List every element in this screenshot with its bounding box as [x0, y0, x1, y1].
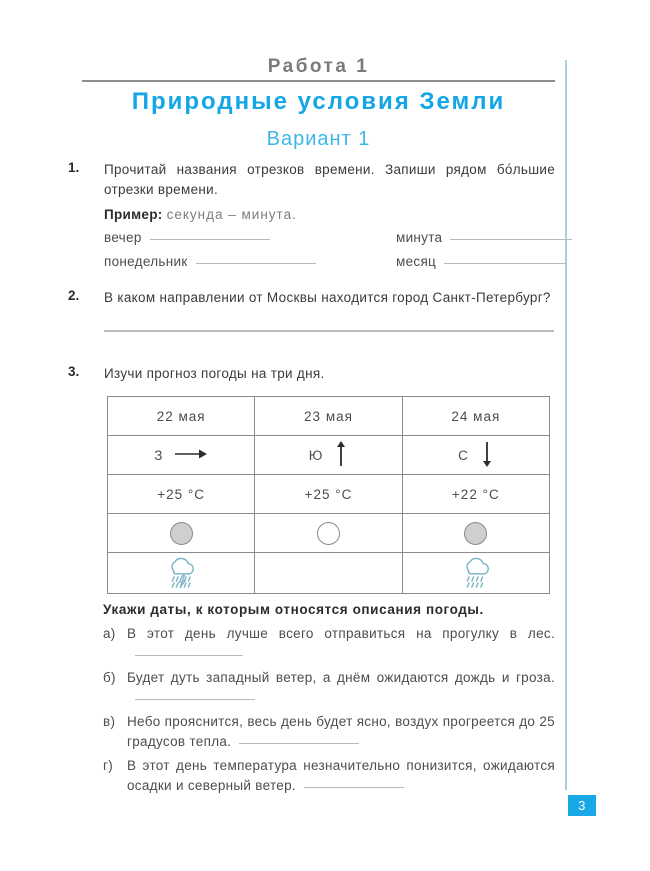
sub-text: В этот день температура незначительно понизится, ожидаются осадки и северный ветер.: [127, 758, 555, 793]
cell-precip-2: [255, 553, 402, 594]
task-2-text: В каком направлении от Москвы находится город Санкт-Петербург?: [104, 290, 551, 305]
cell-wind-2: [255, 436, 402, 475]
pair-mesyats: [396, 254, 566, 269]
cloudiness-filled-circle-icon: [464, 522, 487, 545]
task-1-answer-pairs: [104, 230, 555, 278]
rain-icon: [456, 555, 496, 592]
task-3-number: 3.: [68, 364, 80, 379]
arrow-right-icon: [174, 447, 208, 464]
cell-temp-3: +22 °C: [402, 475, 549, 514]
sub-text: В этот день лучше всего отправиться на прогулку в лес.: [127, 626, 555, 641]
task-3-body: [104, 364, 555, 384]
answer-blank[interactable]: [135, 699, 255, 700]
cell-cloud-2: [255, 514, 402, 553]
sub-question-a: [103, 624, 555, 664]
example-label: Пример:: [104, 207, 163, 222]
thunderstorm-rain-icon: [161, 555, 201, 592]
page-number-badge: 3: [568, 795, 596, 816]
page-title: Природные условия Земли: [131, 88, 506, 115]
task-1: [68, 160, 555, 278]
cloudiness-filled-circle-icon: [170, 522, 193, 545]
task-2-number: 2.: [68, 288, 80, 303]
answer-blank[interactable]: [150, 239, 270, 240]
pair-label: месяц: [396, 254, 437, 269]
task-1-number: 1.: [68, 160, 80, 175]
sub-text: Небо прояснится, весь день будет ясно, воздух прогреется до 25 градусов тепла.: [127, 714, 555, 749]
task-3: [68, 364, 555, 384]
sub-mark: б): [103, 670, 116, 685]
answer-blank[interactable]: [196, 263, 316, 264]
cell-precip-1: [108, 553, 255, 594]
arrow-up-icon: [334, 441, 348, 470]
pair-label: понедельник: [104, 254, 188, 269]
header-divider: [82, 80, 555, 82]
cell-date-1: 22 мая: [108, 397, 255, 436]
task-1-example: [104, 207, 555, 222]
task-2: [68, 288, 555, 332]
sub-question-g: [103, 756, 555, 796]
cell-precip-3: [402, 553, 549, 594]
table-row-dates: [108, 397, 550, 436]
sub-mark: в): [103, 714, 116, 729]
sub-question-v: [103, 712, 555, 752]
variant-label: Вариант 1: [266, 128, 371, 150]
example-value: секунда – минута.: [166, 207, 297, 222]
table-row-cloudiness: [108, 514, 550, 553]
task-3-text: Изучи прогноз погоды на три дня.: [104, 366, 325, 381]
sub-questions-block: [103, 602, 555, 796]
pair-vecher: [104, 230, 270, 245]
sub-questions-head: Укажи даты, к которым относятся описания погоды.: [103, 602, 484, 617]
sub-question-b: [103, 668, 555, 708]
task-1-text: Прочитай названия отрезков времени. Запиши рядом бо́льшие отрезки времени.: [104, 162, 555, 197]
wind-letter: Ю: [308, 447, 324, 463]
task-1-body: [104, 160, 555, 278]
sub-text: Будет дуть западный ветер, а днём ожидаются дождь и гроза.: [127, 670, 555, 685]
sub-mark: г): [103, 758, 114, 773]
right-margin-rule: [565, 60, 567, 790]
answer-blank[interactable]: [304, 787, 404, 788]
table-row-precipitation: [108, 553, 550, 594]
answer-blank[interactable]: [450, 239, 572, 240]
answer-blank[interactable]: [444, 263, 566, 264]
sub-mark: а): [103, 626, 116, 641]
task-2-body: [104, 288, 555, 332]
pair-minuta: [396, 230, 572, 245]
cell-wind-3: [402, 436, 549, 475]
wind-letter: С: [458, 447, 469, 463]
task-2-answer-line[interactable]: [104, 330, 554, 332]
wind-letter: З: [154, 447, 164, 463]
cell-temp-1: +25 °C: [108, 475, 255, 514]
cell-cloud-3: [402, 514, 549, 553]
pair-label: вечер: [104, 230, 142, 245]
arrow-down-icon: [480, 441, 494, 470]
cell-temp-2: +25 °C: [255, 475, 402, 514]
cell-wind-1: [108, 436, 255, 475]
cell-date-2: 23 мая: [255, 397, 402, 436]
pair-ponedelnik: [104, 254, 316, 269]
cloudiness-empty-circle-icon: [317, 522, 340, 545]
cell-date-3: 24 мая: [402, 397, 549, 436]
weather-forecast-table: [107, 396, 550, 594]
table-row-temperature: [108, 475, 550, 514]
answer-blank[interactable]: [135, 655, 243, 656]
work-label: Работа 1: [267, 56, 370, 77]
table-row-wind: [108, 436, 550, 475]
pair-label: минута: [396, 230, 443, 245]
answer-blank[interactable]: [239, 743, 359, 744]
cell-cloud-1: [108, 514, 255, 553]
